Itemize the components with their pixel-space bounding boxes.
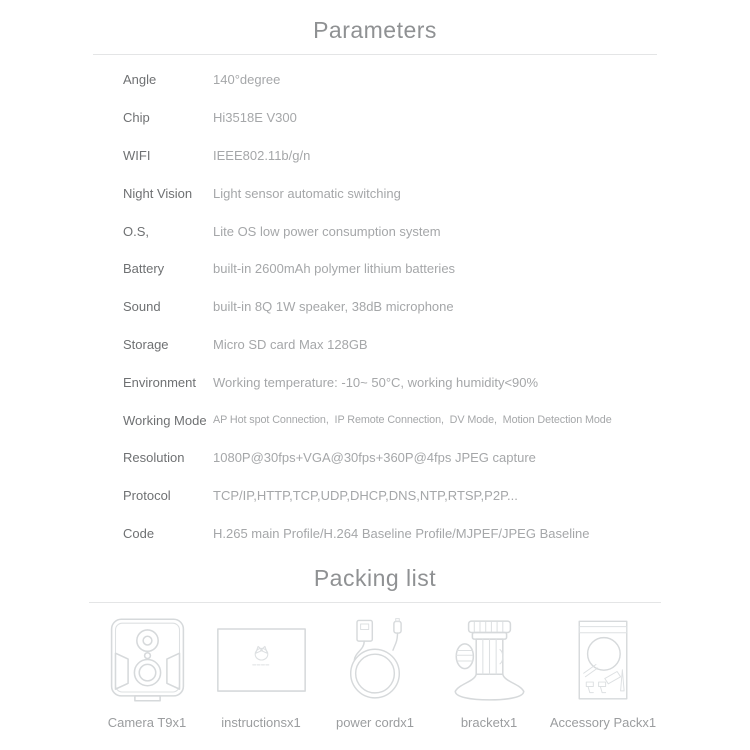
usb-cable-icon bbox=[325, 614, 425, 707]
packing-item-label: bracketx1 bbox=[460, 715, 518, 731]
packing-item-label: Camera T9x1 bbox=[107, 715, 187, 731]
parameter-value: TCP/IP,HTTP,TCP,UDP,DHCP,DNS,NTP,RTSP,P2P... bbox=[213, 488, 518, 504]
parameters-divider bbox=[93, 54, 657, 55]
packing-item-label: instructionsx1 bbox=[221, 715, 301, 731]
packing-item-instructions bbox=[206, 614, 316, 730]
instruction-manual-icon bbox=[211, 614, 311, 707]
parameters-title: Parameters bbox=[313, 17, 437, 43]
parameters-table bbox=[0, 61, 750, 552]
parameter-value: Lite OS low power consumption system bbox=[213, 223, 441, 239]
parameter-value: Micro SD card Max 128GB bbox=[213, 336, 368, 352]
parameter-row bbox=[0, 363, 750, 401]
parameter-label: Working Mode bbox=[123, 412, 207, 428]
packing-list-title: Packing list bbox=[313, 565, 437, 592]
mount-bracket-icon bbox=[439, 614, 539, 707]
parameter-row bbox=[0, 174, 750, 212]
packing-item-bracket bbox=[434, 614, 544, 730]
trail-camera-icon bbox=[97, 614, 197, 707]
parameter-row bbox=[0, 515, 750, 553]
parameter-label: WIFI bbox=[123, 147, 151, 163]
parameter-row bbox=[0, 477, 750, 515]
parameter-label: Code bbox=[123, 525, 155, 541]
parameter-row bbox=[0, 326, 750, 364]
parameter-value: Working temperature: -10~ 50°C, working humidity<90% bbox=[213, 374, 539, 390]
parameter-value: AP Hot spot Connection, IP Remote Connection, DV Mode, Motion Detection Mode bbox=[213, 414, 612, 427]
parameter-label: Night Vision bbox=[123, 185, 193, 201]
parameter-label: Resolution bbox=[123, 450, 185, 466]
packing-list bbox=[92, 614, 658, 730]
parameter-label: Environment bbox=[123, 374, 196, 390]
parameter-row bbox=[0, 401, 750, 439]
packing-item-label: Accessory Packx1 bbox=[549, 715, 657, 731]
parameter-value: built-in 2600mAh polymer lithium batteries bbox=[213, 261, 456, 277]
parameter-value: 140°degree bbox=[213, 72, 281, 88]
parameter-label: Storage bbox=[123, 336, 169, 352]
parameter-row bbox=[0, 137, 750, 175]
accessory-bag-icon bbox=[553, 614, 653, 707]
parameter-value: Hi3518E V300 bbox=[213, 110, 297, 126]
parameter-row bbox=[0, 61, 750, 99]
packing-item-accessory-pack bbox=[548, 614, 658, 730]
parameter-label: Protocol bbox=[123, 488, 171, 504]
packing-item-power-cord bbox=[320, 614, 430, 730]
parameter-label: Chip bbox=[123, 110, 150, 126]
parameter-value: IEEE802.11b/g/n bbox=[213, 147, 311, 163]
parameter-row bbox=[0, 99, 750, 137]
parameter-value: 1080P@30fps+VGA@30fps+360P@4fps JPEG capture bbox=[213, 450, 536, 466]
packing-list-divider bbox=[89, 602, 661, 603]
parameter-row bbox=[0, 250, 750, 288]
parameter-label: O.S, bbox=[123, 223, 150, 239]
parameter-value: H.265 main Profile/H.264 Baseline Profile/MJPEF/JPEG Baseline bbox=[213, 525, 590, 541]
parameter-label: Angle bbox=[123, 72, 157, 88]
parameter-label: Battery bbox=[123, 261, 165, 277]
packing-item-camera bbox=[92, 614, 202, 730]
parameter-row bbox=[0, 288, 750, 326]
packing-item-label: power cordx1 bbox=[335, 715, 415, 731]
parameter-row bbox=[0, 439, 750, 477]
parameter-value: Light sensor automatic switching bbox=[213, 185, 401, 201]
parameter-row bbox=[0, 212, 750, 250]
parameter-value: built-in 8Q 1W speaker, 38dB microphone bbox=[213, 299, 454, 315]
parameter-label: Sound bbox=[123, 299, 161, 315]
